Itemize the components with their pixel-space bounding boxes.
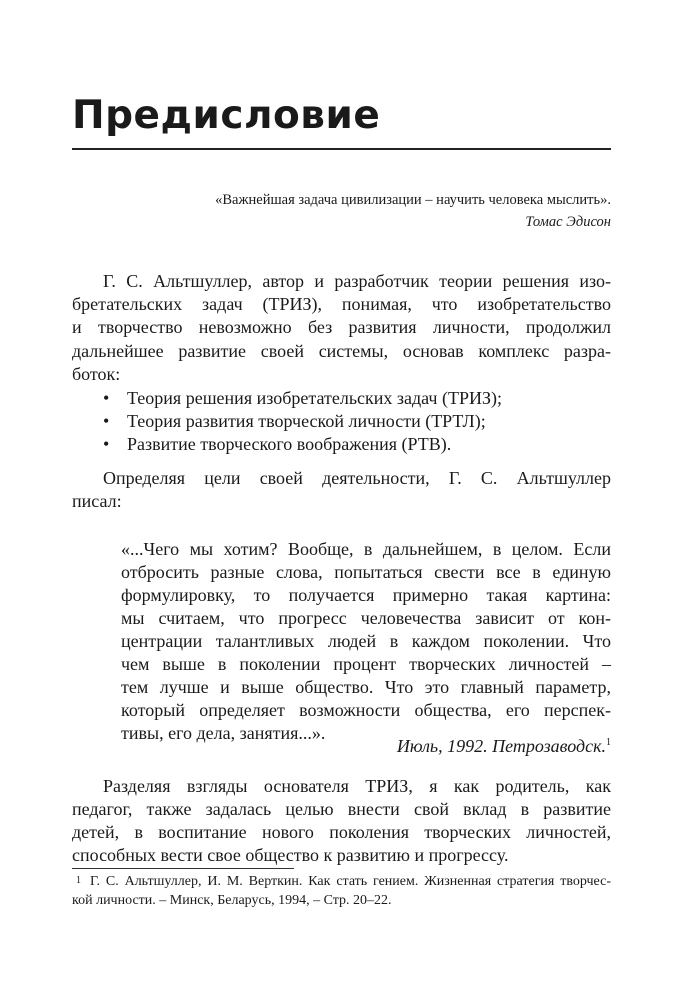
- bullet-icon: •: [103, 434, 110, 454]
- paragraph-line: бретательских задач (ТРИЗ), понимая, что изобретательство: [72, 294, 611, 314]
- bullet-icon: •: [103, 388, 110, 408]
- quote-line: отбросить разные слова, попытаться свести все в единую: [121, 562, 611, 582]
- quote-line: мы считаем, что прогресс человечества зависит от кон-: [121, 608, 611, 628]
- epigraph-quote: «Важнейшая задача цивилизации – научить человека мыслить».: [215, 192, 611, 208]
- list-item: [103, 387, 502, 409]
- quote-line: тивы, его дела, занятия...».: [121, 723, 326, 743]
- footnote-line: Г. С. Альтшуллер, И. М. Верткин. Как стать гением. Жизненная стратегия творчес-: [90, 874, 611, 889]
- page-title: Предисловие: [72, 93, 381, 138]
- paragraph-line: Г. С. Альтшуллер, автор и разработчик теории решения изо-: [103, 271, 611, 291]
- list-item-text: Развитие творческого воображения (РТВ).: [127, 434, 452, 454]
- quote-line: центрации талантливых людей в каждом поколении. Что: [121, 631, 611, 651]
- list-item: [103, 410, 486, 432]
- paragraph-line: педагог, также задалась целью внести свой вклад в развитие: [72, 799, 611, 819]
- quote-line: «...Чего мы хотим? Вообще, в дальнейшем, в целом. Если: [121, 539, 611, 559]
- paragraph-line: способных вести свое общество к развитию и прогрессу.: [72, 845, 509, 865]
- footnote-number: 1: [76, 875, 81, 886]
- footnote-divider: [72, 868, 294, 869]
- bullet-icon: •: [103, 411, 110, 431]
- paragraph-line: и творчество невозможно без развития личности, продолжил: [72, 317, 611, 337]
- quote-line: чем выше в поколении процент творческих личностей –: [121, 654, 611, 674]
- quote-line: формулировку, то получается примерно такая картина:: [121, 585, 611, 605]
- paragraph-line: Определяя цели своей деятельности, Г. С. Альтшуллер: [103, 468, 611, 488]
- quote-signature: [121, 735, 611, 757]
- list-item-text: Теория решения изобретательских задач (ТРИЗ);: [127, 388, 502, 408]
- paragraph-line: дальнейшее развитие своей системы, основав комплекс разра-: [72, 341, 611, 361]
- footnote-marker[interactable]: 1: [606, 737, 611, 748]
- paragraph-line: детей, в воспитание нового поколения творческих личностей,: [72, 822, 611, 842]
- footnote-line: кой личности. – Минск, Беларусь, 1994, – Стр. 20–22.: [72, 893, 392, 908]
- paragraph-line: Разделяя взгляды основателя ТРИЗ, я как родитель, как: [103, 776, 611, 796]
- paragraph-line: боток:: [72, 364, 121, 384]
- paragraph-line: писал:: [72, 491, 122, 511]
- title-underline: [72, 148, 611, 150]
- list-item: [103, 433, 451, 455]
- list-item-text: Теория развития творческой личности (ТРТЛ);: [127, 411, 486, 431]
- quote-signature-text: Июль, 1992. Петрозаводск.: [396, 736, 606, 756]
- epigraph-author: Томас Эдисон: [525, 214, 611, 230]
- quote-line: тем лучше и выше общество. Что это главный параметр,: [121, 677, 611, 697]
- quote-line: который определяет возможности общества, его перспек-: [121, 700, 611, 720]
